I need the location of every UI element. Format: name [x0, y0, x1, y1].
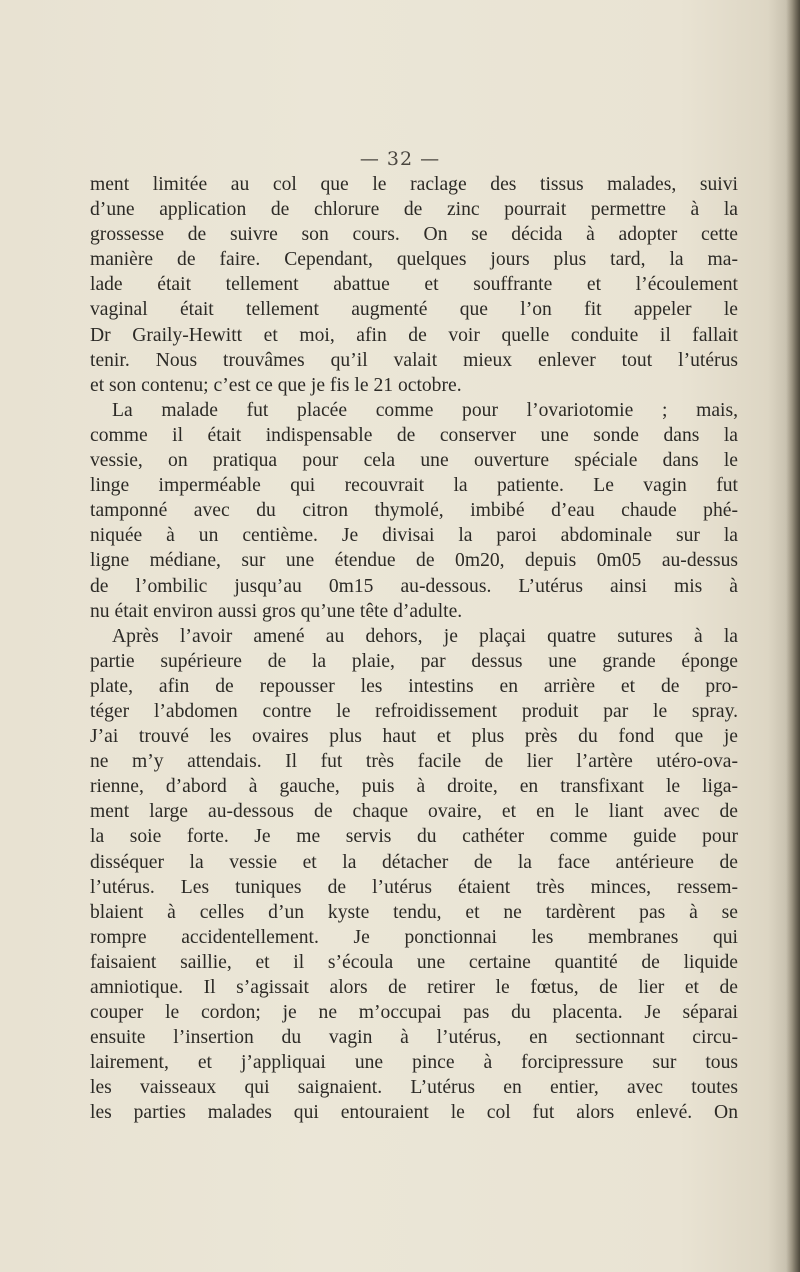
- text-line: nu était environ aussi gros qu’une tête d’adulte.: [90, 600, 463, 622]
- text-line: téger l’abdomen contre le refroidissement produit par le spray.: [90, 700, 738, 722]
- text-line: d’une application de chlorure de zinc pourrait permettre à la: [90, 199, 738, 221]
- text-line: lairement, et j’appliquai une pince à forcipressure sur tous: [90, 1052, 738, 1074]
- text-line: ment limitée au col que le raclage des tissus malades, suivi: [90, 174, 738, 195]
- text-line: les parties malades qui entouraient le col fut alors enlevé. On: [90, 1102, 738, 1124]
- text-line: grossesse de suivre son cours. On se décida à adopter cette: [90, 224, 738, 246]
- text-line: comme il était indispensable de conserver une sonde dans la: [90, 424, 738, 446]
- body-text: [90, 172, 738, 1126]
- text-line: Après l’avoir amené au dehors, je plaçai quatre sutures à la: [112, 625, 738, 647]
- text-line: vaginal était tellement augmenté que l’on fit appeler le: [90, 299, 738, 321]
- text-line: Dr Graily-Hewitt et moi, afin de voir quelle conduite il fallait: [90, 324, 738, 346]
- text-line: disséquer la vessie et la détacher de la face antérieure de: [90, 851, 738, 873]
- text-line: les vaisseaux qui saignaient. L’utérus en entier, avec toutes: [90, 1077, 738, 1099]
- text-line: la soie forte. Je me servis du cathéter comme guide pour: [90, 826, 738, 848]
- text-line: couper le cordon; je ne m’occupai pas du placenta. Je séparai: [90, 1002, 738, 1024]
- text-line: ment large au-dessous de chaque ovaire, et en le liant avec de: [90, 801, 738, 823]
- text-line: ensuite l’insertion du vagin à l’utérus, en sectionnant circu-: [90, 1027, 738, 1049]
- text-line: rompre accidentellement. Je ponctionnai les membranes qui: [90, 926, 738, 948]
- text-line: lade était tellement abattue et souffrante et l’écoulement: [90, 274, 738, 296]
- text-line: de l’ombilic jusqu’au 0m15 au-dessous. L’utérus ainsi mis à: [90, 575, 738, 597]
- text-line: ligne médiane, sur une étendue de 0m20, depuis 0m05 au-dessus: [90, 550, 738, 572]
- text-line: niquée à un centième. Je divisai la paroi abdominale sur la: [90, 525, 738, 547]
- text-line: linge imperméable qui recouvrait la patiente. Le vagin fut: [90, 475, 738, 497]
- text-line: partie supérieure de la plaie, par dessus une grande éponge: [90, 650, 738, 672]
- page-number: — 32 —: [359, 148, 441, 170]
- text-line: rienne, d’abord à gauche, puis à droite, en transfixant le liga-: [90, 776, 738, 798]
- text-line: l’utérus. Les tuniques de l’utérus étaient très minces, ressem-: [90, 876, 738, 898]
- page-binding-edge: [786, 0, 800, 1272]
- text-line: J’ai trouvé les ovaires plus haut et plus près du fond que je: [90, 726, 738, 748]
- text-line: ne m’y attendais. Il fut très facile de lier l’artère utéro-ova-: [90, 751, 738, 773]
- text-line: plate, afin de repousser les intestins en arrière et de pro-: [90, 675, 738, 697]
- text-line: amniotique. Il s’agissait alors de retirer le fœtus, de lier et de: [90, 977, 738, 998]
- text-line: La malade fut placée comme pour l’ovariotomie ; mais,: [112, 399, 738, 421]
- text-line: faisaient saillie, et il s’écoula une certaine quantité de liquide: [90, 951, 738, 973]
- text-line: tenir. Nous trouvâmes qu’il valait mieux enlever tout l’utérus: [90, 349, 738, 371]
- text-line: vessie, on pratiqua pour cela une ouverture spéciale dans le: [90, 450, 738, 472]
- text-line: blaient à celles d’un kyste tendu, et ne tardèrent pas à se: [90, 901, 738, 923]
- text-line: et son contenu; c’est ce que je fis le 21 octobre.: [90, 374, 462, 396]
- text-line: tamponné avec du citron thymolé, imbibé d’eau chaude phé-: [90, 500, 738, 522]
- text-line: manière de faire. Cependant, quelques jours plus tard, la ma-: [90, 249, 738, 271]
